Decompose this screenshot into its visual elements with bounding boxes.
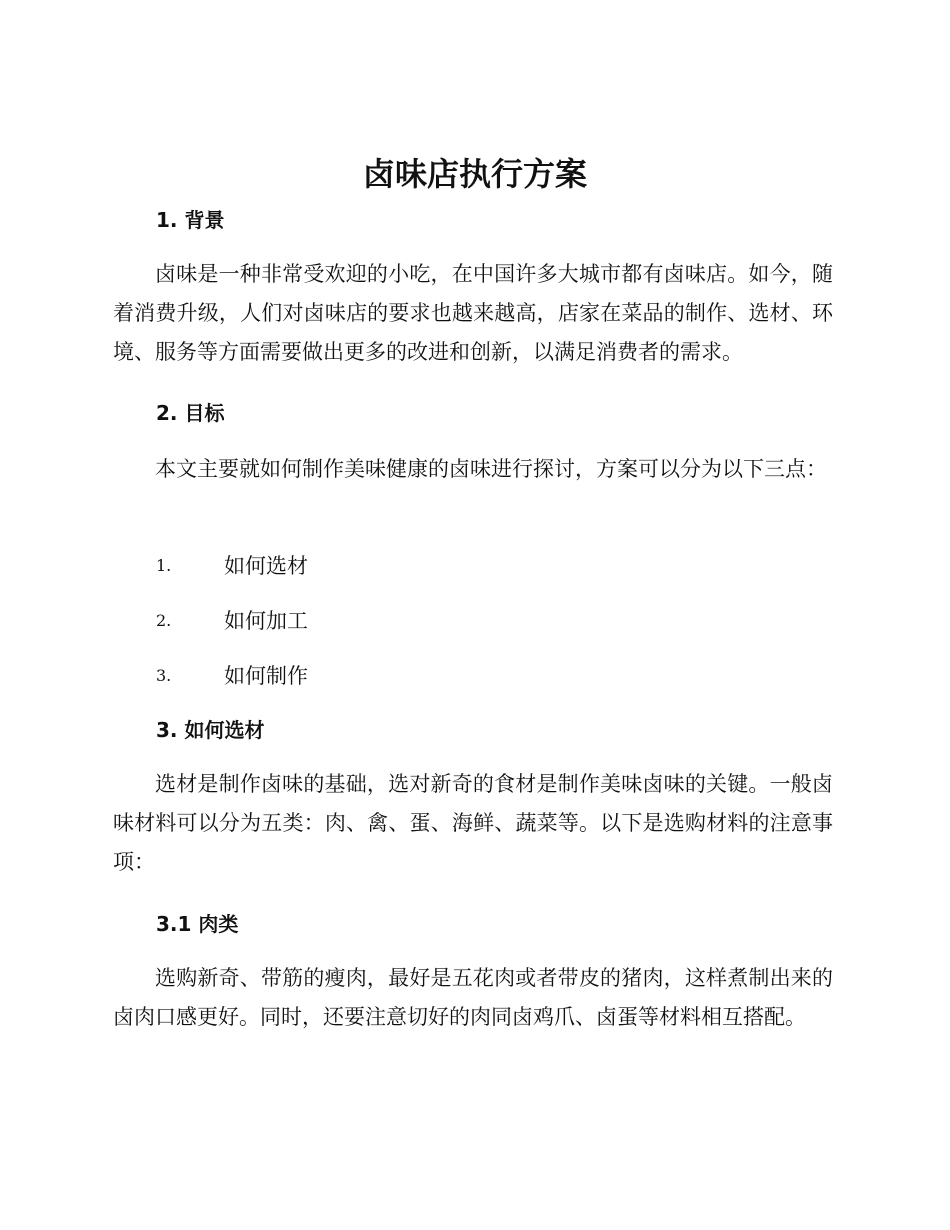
list-item-text: 如何加工: [224, 609, 308, 633]
list-item-number: 2.: [156, 611, 172, 630]
paragraph-background: 卤味是一种非常受欢迎的小吃，在中国许多大城市都有卤味店。如今，随着消费升级，人们对卤味店的要求也越来越高，店家在菜品的制作、选材、环境、服务等方面需要做出更多的改进和创新，以满足消费者的需求。: [113, 262, 833, 364]
section-heading-goal: 2. 目标: [156, 401, 225, 425]
list-item-text: 如何选材: [224, 554, 308, 578]
list-item-number: 1.: [156, 556, 172, 575]
paragraph-meat: 选购新奇、带筋的瘦肉，最好是五花肉或者带皮的猪肉，这样煮制出来的卤肉口感更好。同时，还要注意切好的肉同卤鸡爪、卤蛋等材料相互搭配。: [113, 966, 833, 1029]
document-title: 卤味店执行方案: [362, 155, 587, 193]
paragraph-material: 选材是制作卤味的基础，选对新奇的食材是制作美味卤味的关键。一般卤味材料可以分为五类：肉、禽、蛋、海鲜、蔬菜等。以下是选购材料的注意事项：: [113, 772, 833, 874]
paragraph-goal: 本文主要就如何制作美味健康的卤味进行探讨，方案可以分为以下三点：: [155, 457, 827, 481]
section-heading-meat: 3.1 肉类: [156, 912, 239, 936]
list-item-number: 3.: [156, 666, 172, 685]
section-heading-background: 1. 背景: [156, 208, 225, 232]
section-heading-material: 3. 如何选材: [156, 718, 265, 742]
list-item-text: 如何制作: [224, 664, 308, 688]
